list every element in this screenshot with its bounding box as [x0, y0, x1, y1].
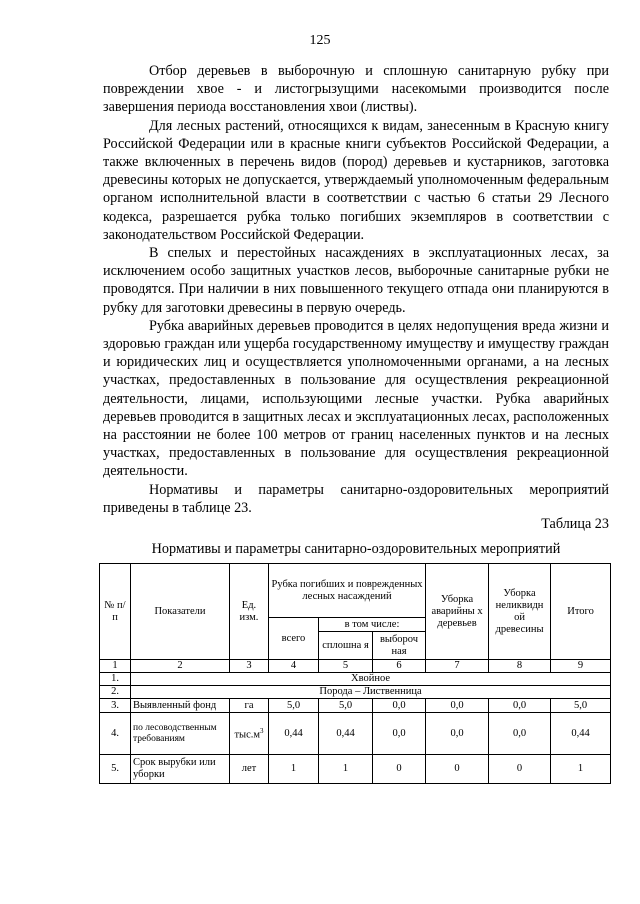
row-unit: тыс.м: [234, 729, 261, 741]
column-number: 9: [551, 660, 611, 673]
row-num: 2.: [100, 686, 131, 699]
section-label: Порода – Лиственница: [131, 686, 611, 699]
cell-value: 5,0: [551, 699, 611, 713]
column-number: 5: [319, 660, 373, 673]
section-label: Хвойное: [131, 673, 611, 686]
paragraph: Нормативы и параметры санитарно-оздоровительных мероприятий приведены в таблице 23.: [103, 481, 609, 516]
header-unit: Ед. изм.: [230, 564, 269, 660]
column-number: 8: [489, 660, 551, 673]
cell-value: 0,0: [426, 713, 489, 755]
row-num: 5.: [100, 755, 131, 784]
table-title: Нормативы и параметры санитарно-оздоровительных мероприятий: [151, 541, 561, 557]
column-number: 7: [426, 660, 489, 673]
row-num: 1.: [100, 673, 131, 686]
header-indicator: Показатели: [131, 564, 230, 660]
table-label: Таблица 23: [541, 516, 609, 532]
header-total: Итого: [551, 564, 611, 660]
cell-value: 1: [319, 755, 373, 784]
cell-value: 5,0: [319, 699, 373, 713]
section-row: [100, 673, 611, 686]
column-number-row: [100, 660, 611, 673]
cell-value: 0,0: [373, 699, 426, 713]
cell-value: 5,0: [269, 699, 319, 713]
row-indicator: по лесоводственным требованиям: [131, 713, 230, 755]
row-num: 3.: [100, 699, 131, 713]
cell-value: 0,44: [319, 713, 373, 755]
cell-value: 0: [426, 755, 489, 784]
column-number: 6: [373, 660, 426, 673]
header-total-all: всего: [269, 618, 319, 660]
unit-exponent: 3: [260, 727, 264, 736]
paragraph: Рубка аварийных деревьев проводится в целях недопущения вреда жизни и здоровью граждан или ущерба государственному имуществу и имуществу граждан и юридических лиц и осуществляется уполномоченными органами, а на лесных участках, предоставленных в пользование для осуществления рекреационной деятельности, лицами, использующими лесные участки. Рубка аварийных деревьев проводится в защитных лесах и эксплуатационных лесах, расположенных на расстоянии не более 100 метров от границ населенных пунктов и на лесных участках, предоставленных в пользование для осуществления рекреационной деятельности.: [103, 317, 609, 480]
header-felling-group: Рубка погибших и поврежденных лесных насаждений: [269, 564, 426, 618]
paragraph: Для лесных растений, относящихся к видам, занесенным в Красную книгу Российской Федерации или в красные книги субъектов Российской Федерации, а также включенных в перечень видов (пород) деревьев и кустарников, заготовка древесины которых не допускается, утверждаемый уполномоченным федеральным органом исполнительной власти в соответствии с частью 6 статьи 29 Лесного кодекса, разрешается рубка только погибших экземпляров в соответствии с законодательством Российской Федерации.: [103, 117, 609, 243]
header-clear-felling: сплошна я: [319, 632, 373, 660]
body-text: [103, 62, 609, 517]
header-including: в том числе:: [319, 618, 426, 632]
cell-value: 0,0: [489, 699, 551, 713]
cell-value: 0,0: [373, 713, 426, 755]
cell-value: 0,0: [426, 699, 489, 713]
section-row: [100, 686, 611, 699]
page-number: 125: [309, 33, 331, 48]
sanitary-measures-table: [99, 563, 611, 784]
header-illiquid-removal: Уборка неликвидн ой древесины: [489, 564, 551, 660]
paragraph: В спелых и перестойных насаждениях в эксплуатационных лесах, за исключением особо защитных участков лесов, выборочные санитарные рубки не проводятся. При наличии в них повышенного текущего отпада они планируются в рубку для заготовки древесины в первую очередь.: [103, 245, 609, 316]
header-num: № п/п: [100, 564, 131, 660]
column-number: 2: [131, 660, 230, 673]
cell-value: 1: [551, 755, 611, 784]
row-num: 4.: [100, 713, 131, 755]
header-selective-felling: выбороч ная: [373, 632, 426, 660]
row-unit: га: [230, 699, 269, 713]
column-number: 4: [269, 660, 319, 673]
cell-value: 0,44: [269, 713, 319, 755]
paragraph: Отбор деревьев в выборочную и сплошную санитарную рубку при повреждении хвое - и листогрызущими насекомыми производится после завершения периода восстановления хвои (листвы).: [103, 63, 609, 116]
row-indicator: Выявленный фонд: [131, 699, 230, 713]
cell-value: 1: [269, 755, 319, 784]
column-number: 1: [100, 660, 131, 673]
column-number: 3: [230, 660, 269, 673]
cell-value: 0,44: [551, 713, 611, 755]
header-emergency-removal: Уборка аварийны х деревьев: [426, 564, 489, 660]
cell-value: 0: [489, 755, 551, 784]
cell-value: 0,0: [489, 713, 551, 755]
row-unit: лет: [230, 755, 269, 784]
cell-value: 0: [373, 755, 426, 784]
table-row: [100, 755, 611, 784]
table-row: [100, 699, 611, 713]
row-unit-cell: [230, 713, 269, 755]
row-indicator: Срок вырубки или уборки: [131, 755, 230, 784]
table-row: [100, 713, 611, 755]
